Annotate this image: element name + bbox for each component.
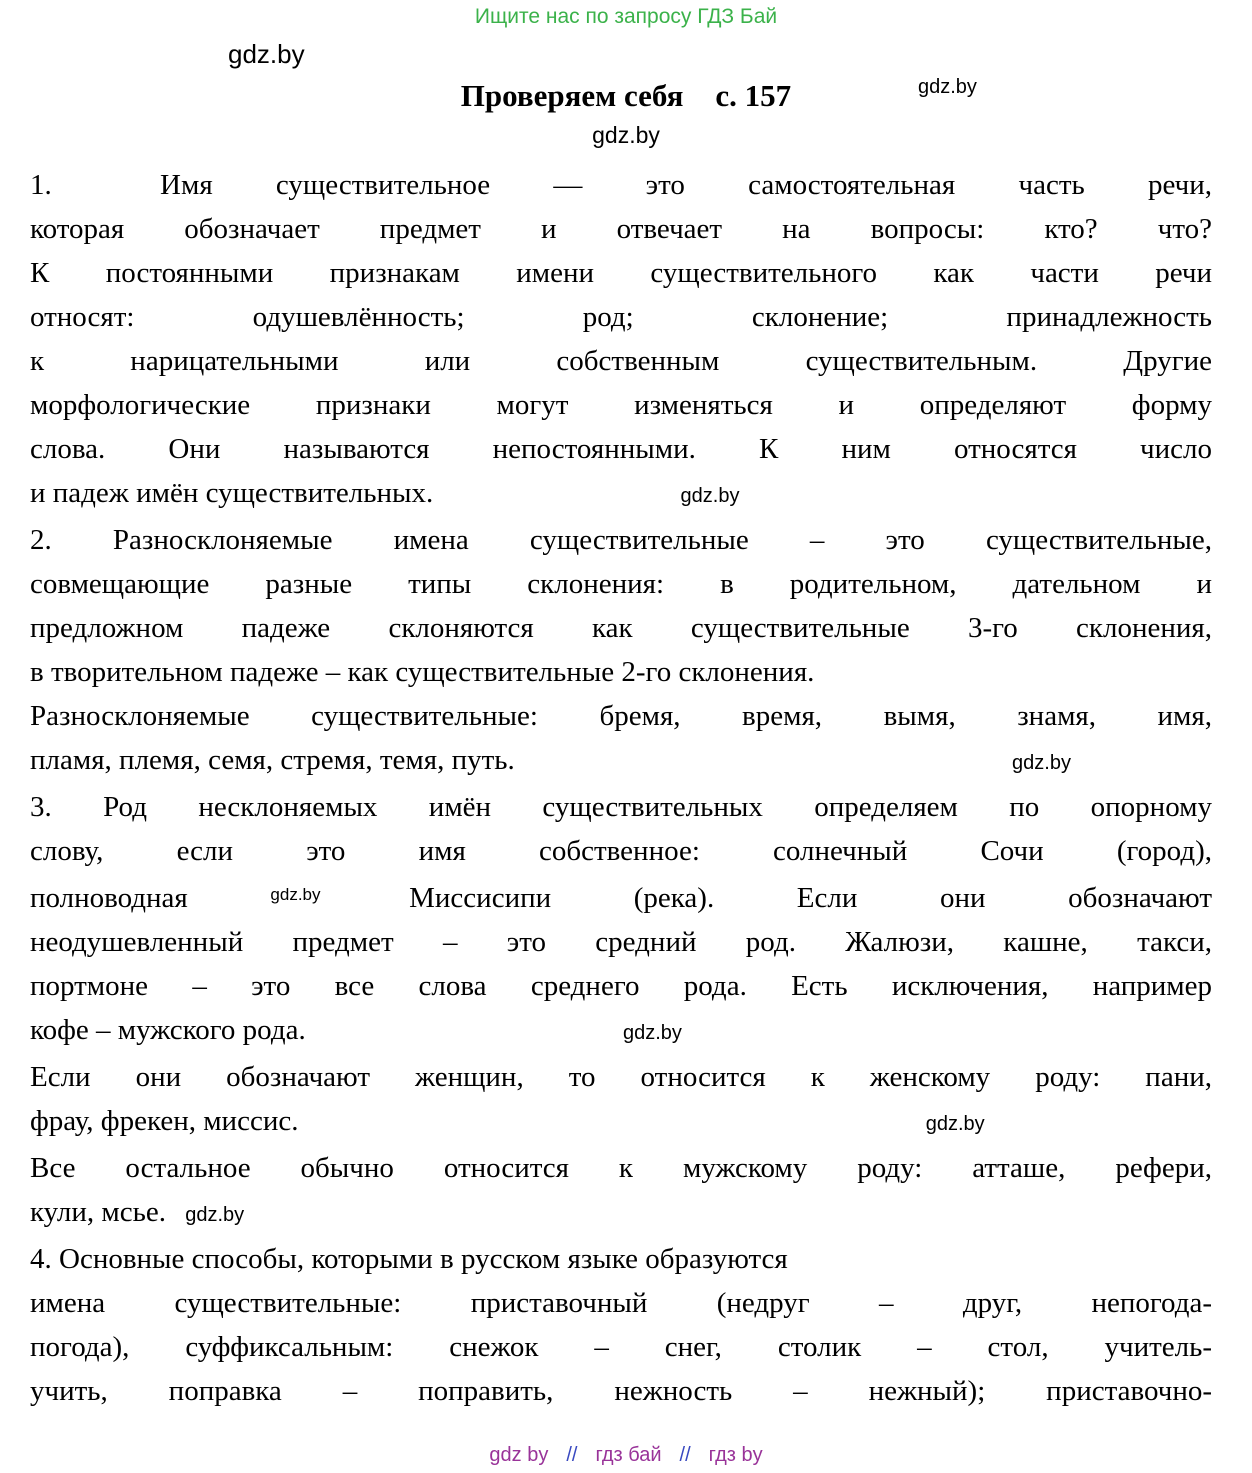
footer-link[interactable]: гдз by: [708, 1444, 763, 1466]
text-run: пламя, племя, семя, стремя, темя, путь.: [30, 744, 515, 776]
text-line: [30, 785, 1212, 829]
text-run: Если они обозначают женщин, то относится к женскому роду: пани,: [30, 1061, 1212, 1093]
text-run: К постоянными признакам имени существительного как части речи: [30, 257, 1212, 289]
text-line: [30, 1008, 1212, 1055]
text-run: 2. Разносклоняемые имена существительные – это существительные,: [30, 524, 1212, 556]
text-run: к нарицательными или собственным существительным. Другие: [30, 345, 1212, 377]
page-title: [461, 78, 791, 113]
text-line: [30, 964, 1212, 1008]
gdz-inline-watermark: gdz.by: [925, 1113, 985, 1135]
text-run: слова. Они называются непостоянными. К ним относятся число: [30, 433, 1212, 465]
footer-link[interactable]: gdz by: [489, 1444, 549, 1466]
paragraph-3: [30, 785, 1212, 1237]
gdz-inline-watermark: gdz.by: [680, 485, 740, 507]
text-line: [30, 163, 1212, 207]
text-line: [30, 1281, 1212, 1325]
gdz-inline-watermark: gdz.by: [622, 1022, 682, 1044]
text-line: [30, 650, 1212, 694]
text-line: [30, 471, 1212, 518]
gdz-watermark-center: gdz.by: [592, 122, 660, 148]
text-line: [30, 383, 1212, 427]
text-line: [30, 1237, 1212, 1281]
text-run: 3. Род несклоняемых имён существительных определяем по опорному: [30, 791, 1212, 823]
text-run: морфологические признаки могут изменяться и определяют форму: [30, 389, 1212, 421]
gdz-inline-watermark: gdz.by: [185, 1204, 245, 1226]
text-run: кули, мсье.: [30, 1196, 166, 1228]
paragraph-2: [30, 518, 1212, 785]
paragraph-1: [30, 163, 1212, 518]
text-line: [30, 339, 1212, 383]
text-run: фрау, фрекен, миссис.: [30, 1105, 299, 1137]
footer-links: [0, 1444, 1252, 1467]
text-run: Имя существительное — это самостоятельная часть речи,: [160, 169, 1213, 201]
text-run: совмещающие разные типы склонения: в родительном, дательном и: [30, 568, 1212, 600]
text-line: [30, 920, 1212, 964]
paragraph-4: [30, 1237, 1212, 1413]
text-line: [30, 1055, 1212, 1099]
text-run: в творительном падеже – как существительные 2-го склонения.: [30, 656, 815, 688]
text-run: полноводная: [30, 882, 188, 914]
text-run: имена существительные: приставочный (недруг – друг, непогода-: [30, 1287, 1212, 1319]
text-line: [30, 1325, 1212, 1369]
text-run: и падеж имён существительных.: [30, 477, 434, 509]
text-run: портмоне – это все слова среднего рода. Есть исключения, например: [30, 970, 1212, 1002]
document-body: [0, 149, 1252, 1413]
text-line: [30, 873, 1212, 920]
gdz-inline-watermark: gdz.by: [1012, 752, 1071, 774]
text-line: [30, 1369, 1212, 1413]
title-page-ref: с. 157: [715, 78, 792, 113]
text-run: которая обозначает предмет и отвечает на вопросы: кто? что?: [30, 213, 1212, 245]
footer-link[interactable]: гдз бай: [595, 1444, 662, 1466]
text-run: относят: одушевлённость; род; склонение; принадлежность: [30, 301, 1212, 333]
text-line: [30, 207, 1212, 251]
text-line: [30, 1099, 1212, 1146]
text-run: 4. Основные способы, которыми в русском языке образуются: [30, 1243, 788, 1275]
text-line: [30, 295, 1212, 339]
text-run: кофе – мужского рода.: [30, 1014, 306, 1046]
text-line: [30, 1146, 1212, 1190]
text-line: [30, 427, 1212, 471]
title-text: Проверяем себя: [460, 78, 684, 113]
footer-separator: //: [566, 1444, 578, 1466]
text-run: предложном падеже склоняются как существительные 3-го склонения,: [30, 612, 1212, 644]
text-line: [30, 606, 1212, 650]
title-row: [0, 78, 1252, 120]
text-run: 1.: [30, 169, 52, 201]
gdz-watermark-top-left: gdz.by: [228, 39, 305, 69]
promo-banner: Ищите нас по запросу ГДЗ Бай: [474, 5, 778, 28]
gdz-watermark-title-right: gdz.by: [918, 76, 977, 98]
text-line: [30, 251, 1212, 295]
text-run: Миссисипи (река). Если они обозначают: [409, 882, 1213, 914]
text-run: Разносклоняемые существительные: бремя, время, вымя, знамя, имя,: [30, 700, 1212, 732]
text-line: [30, 518, 1212, 562]
gdz-inline-watermark: gdz.by: [270, 885, 321, 904]
text-line: [30, 829, 1212, 873]
footer-separator: //: [679, 1444, 691, 1466]
text-run: погода), суффиксальным: снежок – снег, столик – стол, учитель-: [30, 1331, 1212, 1363]
text-line: [30, 562, 1212, 606]
text-line: [30, 738, 1212, 785]
text-line: [30, 1190, 1212, 1237]
text-run: учить, поправка – поправить, нежность – нежный); приставочно-: [30, 1375, 1212, 1407]
text-run: слову, если это имя собственное: солнечный Сочи (город),: [30, 835, 1212, 867]
text-line: [30, 694, 1212, 738]
text-run: неодушевленный предмет – это средний род. Жалюзи, кашне, такси,: [30, 926, 1212, 958]
text-run: Все остальное обычно относится к мужскому роду: атташе, рефери,: [30, 1152, 1212, 1184]
